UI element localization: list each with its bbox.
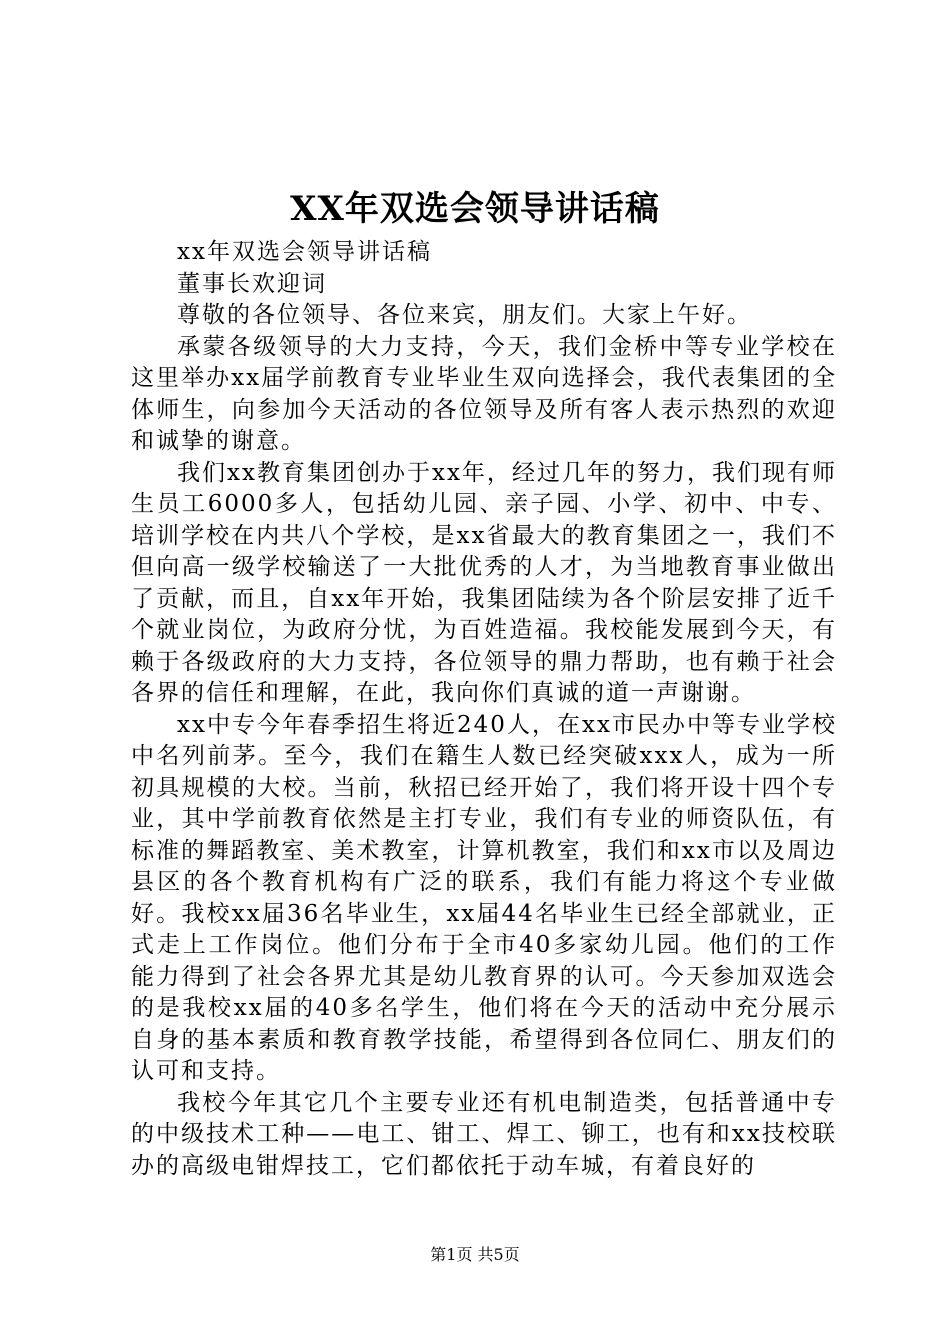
document-title: XX年双选会领导讲话稿 — [290, 189, 660, 229]
paragraph-greeting: 尊敬的各位领导、各位来宾，朋友们。大家上午好。 — [177, 302, 752, 328]
page-footer: 第1页 共5页 — [430, 1245, 520, 1264]
document-body — [131, 237, 837, 1182]
paragraph-majors: 我校今年其它几个主要专业还有机电制造类，包括普通中专的中级技术工种——电工、钳工、焊工、铆工，也有和xx技校联办的高级电钳焊技工，它们都依托于动车城，有着良好的 — [131, 1089, 837, 1179]
paragraph-welcome: 承蒙各级领导的大力支持，今天，我们金桥中等专业学校在这里举办xx届学前教育专业毕业生双向选择会，我代表集团的全体师生，向参加今天活动的各位领导及所有客人表示热烈的欢迎和诚挚的谢意。 — [131, 333, 837, 454]
paragraph-group-intro: 我们xx教育集团创办于xx年，经过几年的努力，我们现有师生员工6000多人，包括幼儿园、亲子园、小学、初中、中专、培训学校在内共八个学校，是xx省最大的教育集团之一，我们不但向高一级学校输送了一大批优秀的人才，为当地教育事业做出了贡献，而且，自xx年开始，我集团陆续为各个阶层安排了近千个就业岗位，为政府分忧，为百姓造福。我校能发展到今天，有赖于各级政府的大力支持，各位领导的鼎力帮助，也有赖于社会各界的信任和理解，在此，我向你们真诚的道一声谢谢。 — [131, 459, 837, 706]
paragraph-heading: 董事长欢迎词 — [177, 270, 327, 297]
paragraph-subtitle: xx年双选会领导讲话稿 — [177, 239, 432, 265]
paragraph-enrollment: xx中专今年春季招生将近240人，在xx市民办中等专业学校中名列前茅。至今，我们在籍生人数已经突破xxx人，成为一所初具规模的大校。当前，秋招已经开始了，我们将开设十四个专业，其中学前教育依然是主打专业，我们有专业的师资队伍，有标准的舞蹈教室、美术教室，计算机教室，我们和xx市以及周边县区的各个教育机构有广泛的联系，我们有能力将这个专业做好。我校xx届36名毕业生，xx届44名毕业生已经全部就业，正式走上工作岗位。他们分布于全市40多家幼儿园。他们的工作能力得到了社会各界尤其是幼儿教育界的认可。今天参加双选会的是我校xx届的40多名学生，他们将在今天的活动中充分展示自身的基本素质和教育教学技能，希望得到各位同仁、朋友们的认可和支持。 — [131, 711, 837, 1084]
